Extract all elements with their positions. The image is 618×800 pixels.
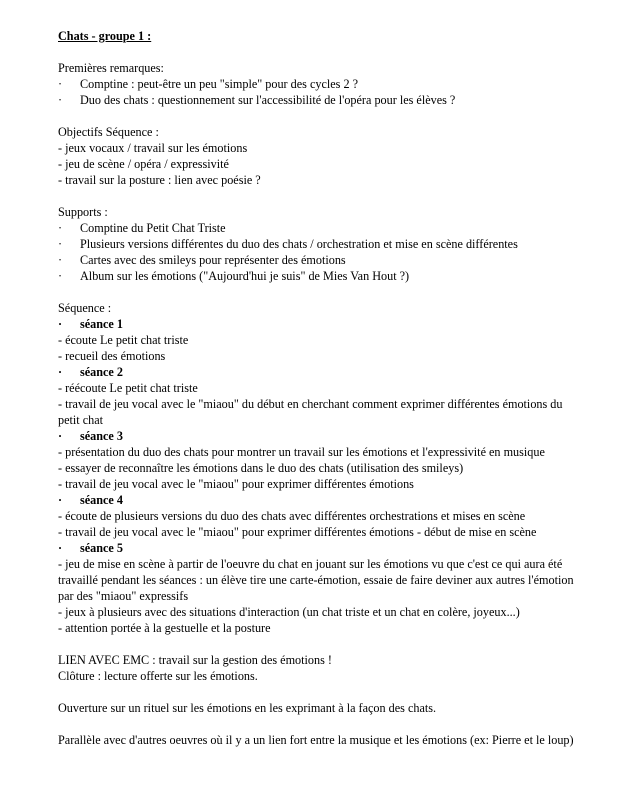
- supports-item: [58, 252, 586, 268]
- bullet-icon: ·: [58, 77, 63, 91]
- bullet-icon: ·: [58, 253, 63, 267]
- supports-item-text: Comptine du Petit Chat Triste: [80, 221, 226, 235]
- seance-line: - jeux à plusieurs avec des situations d'interaction (un chat triste et un chat en colère, joyeux...): [58, 605, 520, 619]
- supports-heading: Supports :: [58, 205, 108, 219]
- bullet-icon: ·: [58, 269, 63, 283]
- seance-line: - écoute Le petit chat triste: [58, 333, 189, 347]
- seance-heading: [58, 428, 586, 444]
- lien-emc: LIEN AVEC EMC : travail sur la gestion des émotions !: [58, 653, 332, 667]
- bullet-icon: ·: [58, 237, 63, 251]
- premieres-item: [58, 76, 586, 92]
- spacer: [58, 284, 586, 300]
- seance-line: - essayer de reconnaître les émotions dans le duo des chats (utilisation des smileys): [58, 461, 464, 475]
- objectifs-heading: Objectifs Séquence :: [58, 125, 159, 139]
- premieres-item: [58, 92, 586, 108]
- spacer: [58, 716, 586, 732]
- bullet-icon: ·: [58, 493, 63, 507]
- seance-heading: [58, 492, 586, 508]
- seance-label: séance 1: [80, 317, 123, 331]
- spacer: [58, 188, 586, 204]
- sequence-heading: Séquence :: [58, 301, 112, 315]
- premieres-item-text: Duo des chats : questionnement sur l'accessibilité de l'opéra pour les élèves ?: [80, 93, 456, 107]
- seance-line: - écoute de plusieurs versions du duo des chats avec différentes orchestrations et mises en scène: [58, 509, 526, 523]
- seance-label: séance 3: [80, 429, 123, 443]
- spacer: [58, 684, 586, 700]
- seance-heading: [58, 316, 586, 332]
- bullet-icon: ·: [58, 365, 63, 379]
- seance-line: - présentation du duo des chats pour montrer un travail sur les émotions et l'expressivité en musique: [58, 445, 545, 459]
- seance-line: - réécoute Le petit chat triste: [58, 381, 198, 395]
- bullet-icon: ·: [58, 93, 63, 107]
- objectifs-item: - jeux vocaux / travail sur les émotions: [58, 141, 248, 155]
- spacer: [58, 44, 586, 60]
- seance-line: - travail de jeu vocal avec le "miaou" du début en cherchant comment exprimer différentes émotions du petit chat: [58, 397, 563, 427]
- seance-line: - travail de jeu vocal avec le "miaou" pour exprimer différentes émotions: [58, 477, 414, 491]
- supports-item-text: Cartes avec des smileys pour représenter des émotions: [80, 253, 346, 267]
- spacer: [58, 108, 586, 124]
- objectifs-item: - travail sur la posture : lien avec poésie ?: [58, 173, 261, 187]
- document-page: [58, 28, 586, 748]
- supports-item: [58, 268, 586, 284]
- seance-heading: [58, 364, 586, 380]
- seance-label: séance 2: [80, 365, 123, 379]
- seance-line: - attention portée à la gestuelle et la posture: [58, 621, 271, 635]
- bullet-icon: ·: [58, 429, 63, 443]
- seance-heading: [58, 540, 586, 556]
- premieres-item-text: Comptine : peut-être un peu "simple" pour des cycles 2 ?: [80, 77, 359, 91]
- supports-item-text: Album sur les émotions ("Aujourd'hui je suis" de Mies Van Hout ?): [80, 269, 410, 283]
- bullet-icon: ·: [58, 317, 63, 331]
- document-title: Chats - groupe 1 :: [58, 29, 152, 43]
- cloture: Clôture : lecture offerte sur les émotions.: [58, 669, 258, 683]
- seance-line: - jeu de mise en scène à partir de l'oeuvre du chat en jouant sur les émotions vu que c'est ce qui aura été travaillé pendant les séances : un élève tire une carte-émotion, essaie de faire deviner aux autres l'émotion par des "miaou" expressifs: [58, 557, 574, 603]
- supports-item: [58, 236, 586, 252]
- objectifs-item: - jeu de scène / opéra / expressivité: [58, 157, 229, 171]
- supports-item-text: Plusieurs versions différentes du duo des chats / orchestration et mise en scène différentes: [80, 237, 518, 251]
- supports-item: [58, 220, 586, 236]
- spacer: [58, 636, 586, 652]
- seance-label: séance 5: [80, 541, 123, 555]
- seance-label: séance 4: [80, 493, 123, 507]
- seance-line: - recueil des émotions: [58, 349, 166, 363]
- bullet-icon: ·: [58, 221, 63, 235]
- seance-line: - travail de jeu vocal avec le "miaou" pour exprimer différentes émotions - début de mise en scène: [58, 525, 537, 539]
- ouverture: Ouverture sur un rituel sur les émotions en les exprimant à la façon des chats.: [58, 701, 437, 715]
- parallele: Parallèle avec d'autres oeuvres où il y a un lien fort entre la musique et les émotions (ex: Pierre et le loup): [58, 733, 574, 747]
- bullet-icon: ·: [58, 541, 63, 555]
- premieres-heading: Premières remarques:: [58, 61, 164, 75]
